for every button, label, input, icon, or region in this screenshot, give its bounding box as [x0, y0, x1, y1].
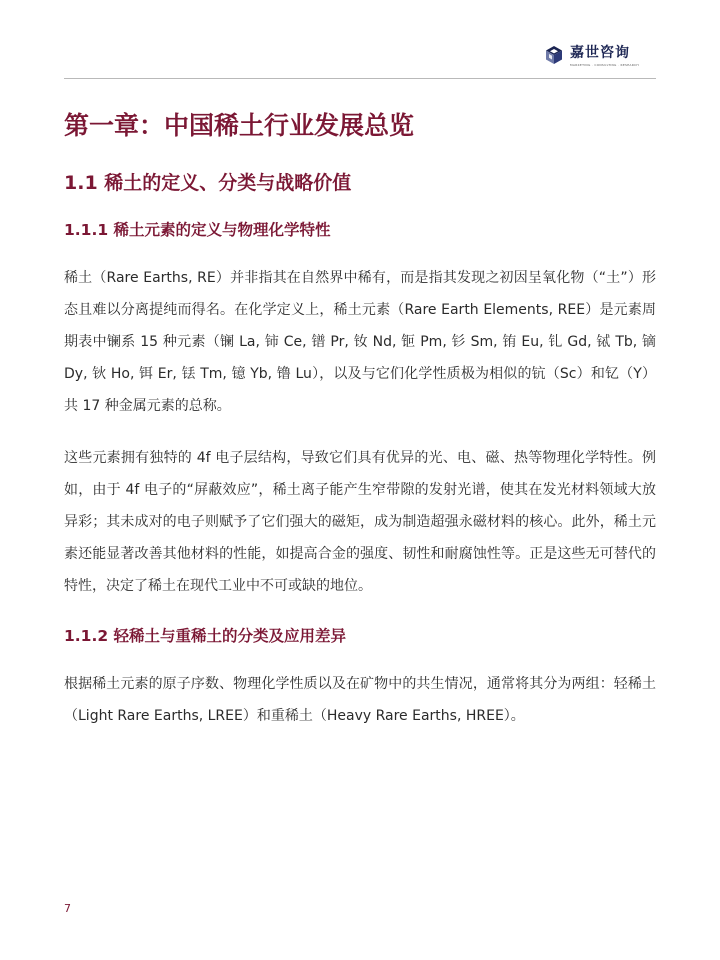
paragraph-rare-earth-properties: 这些元素拥有独特的 4f 电子层结构，导致它们具有优异的光、电、磁、热等物理化学特性。例如，由于 4f 电子的“屏蔽效应”，稀土离子能产生窄带隙的发射光谱，使其在发光材料领域大放异彩；其未成对的电子则赋予了它们强大的磁矩，成为制造超强永磁材料的核心。此外，稀土元素还能显著改善其他材料的性能，如提高合金的强度、韧性和耐腐蚀性等。正是这些无可替代的特性，决定了稀土在现代工业中不可或缺的地位。 [64, 450, 656, 594]
logo-tagline: MARKETING · CONSULTING · RESEARCH [570, 63, 639, 67]
page-header [64, 36, 656, 79]
chapter-title: 第一章：中国稀土行业发展总览 [64, 111, 415, 140]
company-logo [544, 44, 656, 72]
paragraph-rare-earth-definition: 稀土（Rare Earths, RE）并非指其在自然界中稀有，而是指其发现之初因呈氧化物（“土”）形态且难以分离提纯而得名。在化学定义上，稀土元素（Rare Earth Elements, REE）是元素周期表中镧系 15 种元素（镧 La, 铈 Ce, 镨 Pr, 钕 Nd, 钷 Pm, 钐 Sm, 铕 Eu, 钆 Gd, 铽 Tb, 镝 Dy, 钬 Ho, 铒 Er, 铥 Tm, 镱 Yb, 镥 Lu），以及与它们化学性质极为相似的钪（Sc）和钇（Y）共 17 种金属元素的总称。 [64, 270, 656, 414]
paragraph-classification: 根据稀土元素的原子序数、物理化学性质以及在矿物中的共生情况，通常将其分为两组：轻稀土（Light Rare Earths, LREE）和重稀土（Heavy Rare Earths, HREE）。 [64, 676, 656, 724]
section-title: 1.1 稀土的定义、分类与战略价值 [64, 172, 352, 194]
subsection-title-1-1-1: 1.1.1 稀土元素的定义与物理化学特性 [64, 221, 331, 239]
subsection-title-1-1-2: 1.1.2 轻稀土与重稀土的分类及应用差异 [64, 627, 347, 645]
logo-name: 嘉世咨询 [570, 45, 630, 61]
document-body [64, 100, 656, 732]
page-number: 7 [64, 902, 71, 915]
jiashi-cube-logo-icon [544, 45, 564, 65]
